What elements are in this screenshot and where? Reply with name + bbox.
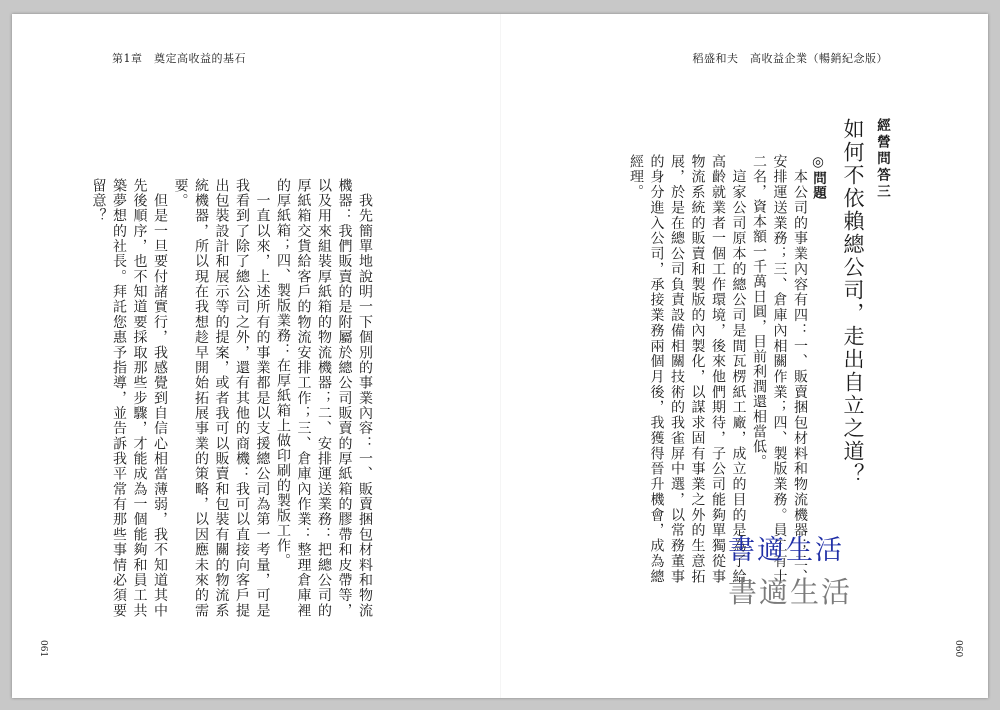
page-gutter [500,14,501,698]
watermark-logo [728,528,878,618]
running-header-left: 第1章 奠定高收益的基石 [112,52,246,65]
left-page-body [90,178,375,618]
paragraph: 本公司的事業內容有四：一、販賣捆包材料和物流機器；二、安排運送業務；三、倉庫內相關作業；四、製版業務。員工有十二名，資本額一千萬日圓，目前利潤還相當低。 [751,154,808,584]
right-page-body [590,154,810,584]
paragraph: 一直以來，上述所有的事業都是以支援總公司為第一考量，可是我看到了除了總公司之外，還有其他的商機：我可以直接向客戶提出包裝設計和展示等的提案，或者我可以販賣和包裝有關的物流系統機器，所以現在我想趁早開始拓展事業的策略，以因應未來的需要。 [172,178,271,618]
running-header-right: 稻盛和夫 高收益企業（暢銷紀念版） [692,52,888,65]
question-subhead: ◎問題 [810,154,826,200]
section-label: 經營問答三 [874,118,890,201]
page-number-left: 061 [38,640,48,658]
paragraph: 我先簡單地說明一下個別的事業內容：一、販賣捆包材料和物流機器：我們販賣的是附屬於總公司販賣的厚紙箱的膠帶和皮帶等，以及用來組裝厚紙箱的物流機器；二、安排運送業務：把總公司的厚紙箱交貨給客戶的物流安排工作；三、倉庫內作業：整理倉庫裡的厚紙箱；四、製版業務：在厚紙箱上做印刷的製版工作。 [275,178,373,618]
page-number-right: 060 [953,640,963,658]
watermark-line-primary: 書適生活 [728,535,844,566]
watermark-line-shadow: 書適生活 [728,575,853,609]
question-title: 如何不依賴總公司，走出自立之道？ [841,118,865,486]
paragraph: 但是一旦要付諸實行，我感覺到自信心相當薄弱，我不知道其中先後順序，也不知道要採取那些步驟，才能成為一個能夠和員工共築夢想的社長。拜託您惠予指導，並告訴我平常有那些事情必須要留意？ [90,178,168,618]
paragraph: 這家公司原本的總公司是間瓦楞紙工廠，成立的目的是為了給高齡就業者一個工作環境，後來他們期待，子公司能夠單獨從事物流系統的販賣和製版的內製化，以謀求固有事業之外的生意拓展，於是在總公司負責設備相關技術的我雀屏中選，以常務董事的身分進入公司，承接業務兩個月後，我獲得晉升機會，成為總經理。 [628,154,747,584]
